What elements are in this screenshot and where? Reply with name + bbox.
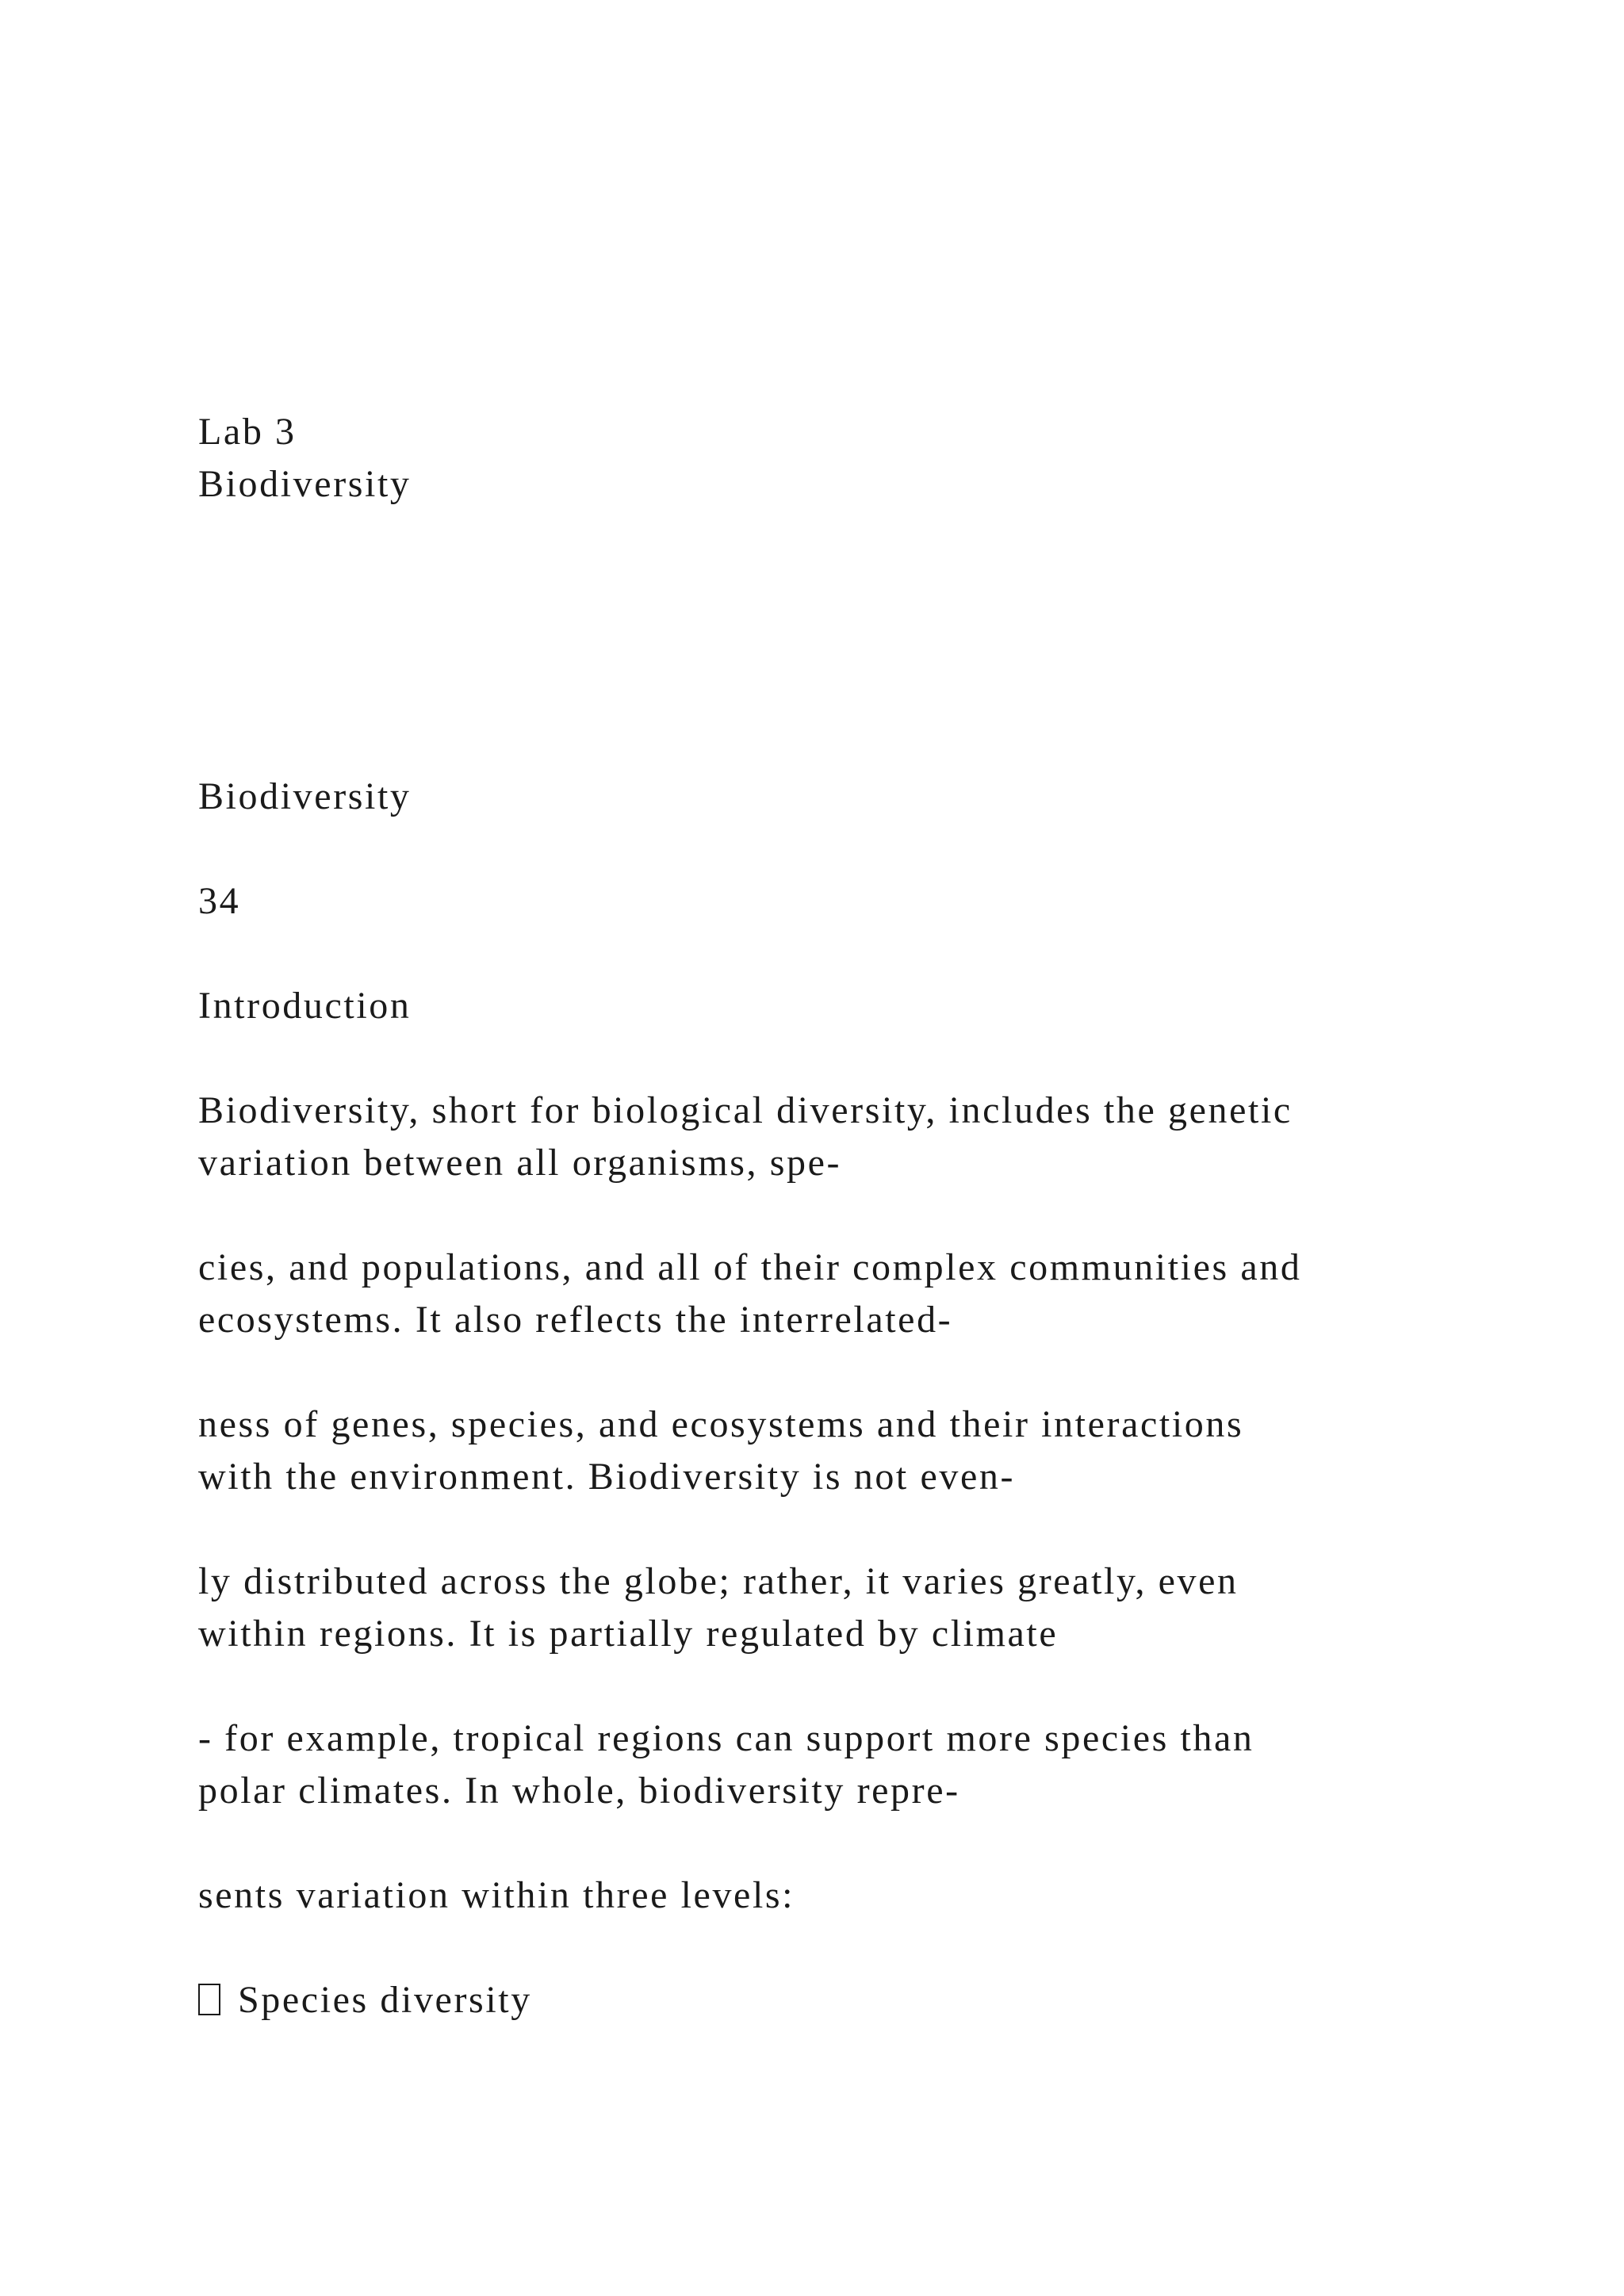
body-line: ness of genes, species, and ecosystems and their interactions [198, 1403, 1244, 1445]
body-line: with the environment. Biodiversity is not even- [198, 1456, 1016, 1498]
body-line: Biodiversity, short for biological diversity, includes the genetic [198, 1089, 1293, 1131]
body-line: variation between all organisms, spe- [198, 1142, 842, 1184]
lab-title: Biodiversity [198, 463, 412, 505]
body-line: ly distributed across the globe; rather, it varies greatly, even [198, 1560, 1239, 1602]
body-line: cies, and populations, and all of their complex communities and [198, 1246, 1302, 1288]
body-line: sents variation within three levels: [198, 1874, 795, 1916]
lab-number: Lab 3 [198, 411, 297, 453]
body-line: polar climates. In whole, biodiversity repre- [198, 1770, 960, 1812]
bullet-item [198, 1974, 532, 2026]
running-title: Biodiversity [198, 775, 412, 817]
body-line: within regions. It is partially regulated by climate [198, 1613, 1059, 1655]
section-heading: Introduction [198, 985, 412, 1027]
bullet-item-text: Species diversity [238, 1979, 532, 2021]
missing-glyph-bullet-icon [198, 1984, 220, 2015]
page-number: 34 [198, 880, 241, 922]
body-line: ecosystems. It also reflects the interrelated- [198, 1299, 953, 1341]
body-line: - for example, tropical regions can support more species than [198, 1717, 1254, 1759]
